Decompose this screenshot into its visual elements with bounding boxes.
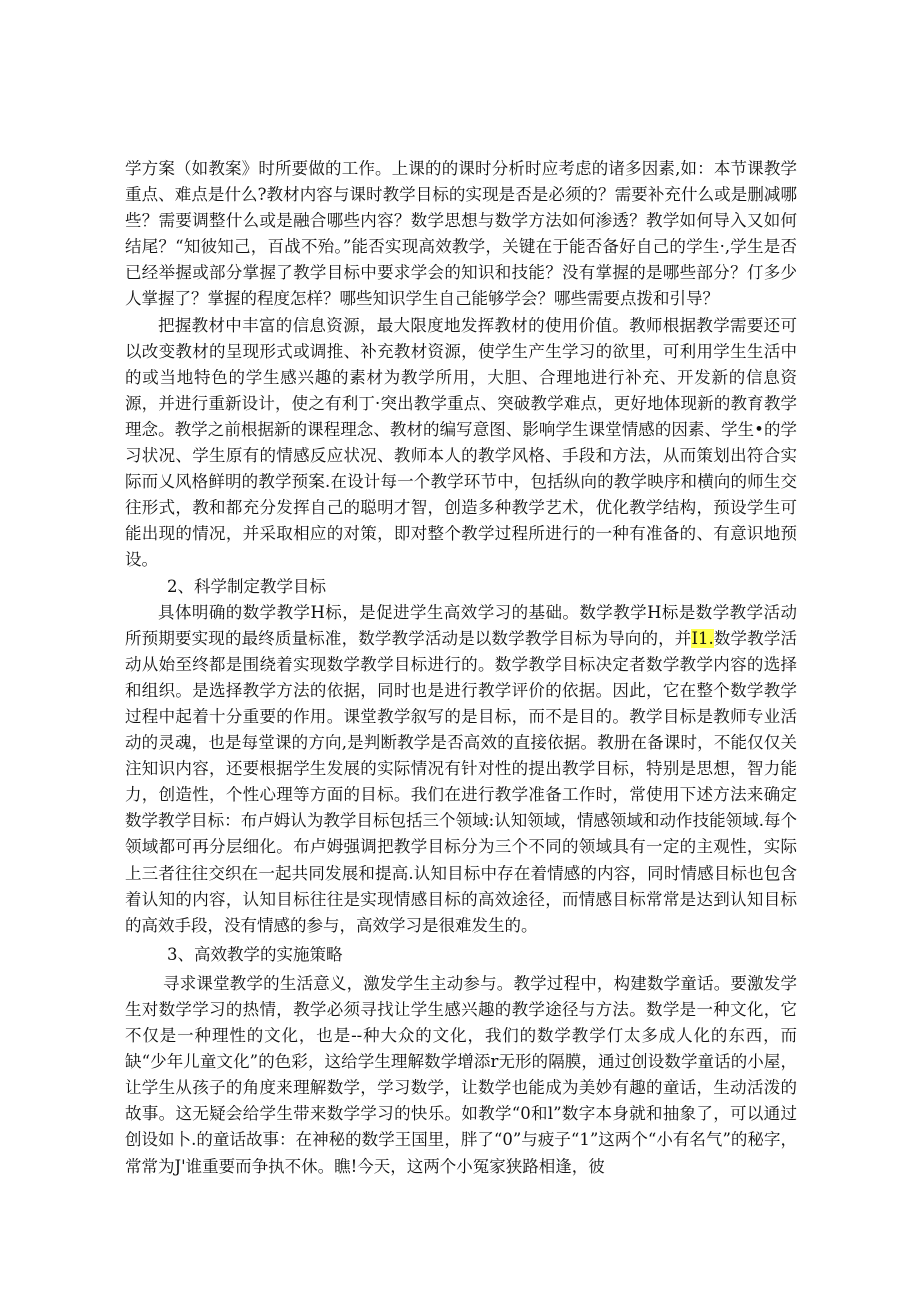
goals-text-part-2: 数学教学活动从始至终都是围绕着实现数学教学目标进行的。数学教学目标决定者数学教学内容的选择和组织。是选择教学方法的依据，同时也是进行教学评价的依据。因此，它在整个数学教学过程中起着十分重要的作用。课堂教学叙写的是目标，而不是目的。教学目标是教师专业活动的灵魂，也是每堂课的方向,是判断教学是否高效的直接依据。教册在备课时，不能仅仅关注知识内容，还要根据学生发展的实际情况有针对性的提出教学目标，特别是思想，智力能力，创造性，个性心理等方面的目标。我们在进行教学准备工作时，常使用下述方法来确定数学教学目标：布卢姆认为教学目标包括三个领域:认知领域，情感领域和动作技能领域.每个领域都可再分层细化。布卢姆强调把教学目标分为三个不同的领域具有一定的主观性，实际上三者往往交织在一起共同发展和提高.认知目标中存在着情感的内容，同时情感目标也包含着认知的内容，认知目标往往是实现情感目标的高效途径，而情感目标常常是达到认知目标的高效手段，没有情感的参与，高效学习是很难发生的。 <box>125 628 798 935</box>
paragraph-lesson-analysis: 学方案（如教案》时所要做的工作。上课的的课时分析时应考虑的诸多因素,如：本节课教学重点、难点是什么?教材内容与课时教学目标的实现是否是必须的？需要补充什么或是删减哪些？需要调整什么或是融合哪些内容？数学思想与数学方法如何渗透？教学如何导入又如何结尾？“知彼知己，百战不殆。”能否实现高效教学，关键在于能否备好自己的学生·,学生是否已经举握或部分掌握了教学目标中要求学会的知识和技能？没有掌握的是哪些部分？仃多少人掌握了？掌握的程度怎样？哪些知识学生自己能够学会？哪些需要点拨和引导？ <box>125 159 797 309</box>
section-heading-2: 2、科学制定教学目标 <box>167 576 326 596</box>
document-page <box>125 156 797 1180</box>
section-heading-3: 3、高效教学的实施策略 <box>167 944 343 964</box>
goals-text-part-1: 具体明确的数学教学H标，是促进学生高效学习的基础。数学教学H标是数学教学活动所预期要实现的最终质量标准，数学教学活动是以数学教学目标为导向的，并 <box>125 602 797 648</box>
paragraph-teaching-goals <box>125 600 797 939</box>
paragraph-strategies: 寻求课堂教学的生活意义，激发学生主动参与。教学过程中，构建数学童话。要激发学生对数学学习的热情，教学必须寻找让学生感兴趣的教学途径与方法。数学是一种文化，它不仅是一种理性的文化，也是--种大众的文化，我们的数学教学仃太多成人化的东西，而缺“少年儿童文化”的色彩，这给学生理解数学增添r无形的隔膜，通过创设数学童话的小屋，让学生从孩子的角度来理解数学，学习数学，让数学也能成为美妙有趣的童话，生动活泼的故事。这无疑会给学生带来数学学习的快乐。如教学“0和l”数字本身就和抽象了，可以通过创设如卜.的童话故事：在神秘的数学王国里，胖了“0”与疲子“1”这两个“小有名气”的秘字，常常为J'谁重要而争执不休。瞧!今天，这两个小冤家狭路相逢，彼 <box>125 973 797 1176</box>
paragraph-textbook-resources: 把握教材中丰富的信息资源，最大限度地发挥教材的使用价值。教师根据教学需要还可以改变教材的呈现形式或调推、补充教材资源，使学生产生学习的欲里，可利用学生生活中的或当地特色的学生感兴趣的素材为教学所用，大胆、合理地进行补充、开发新的信息资源，并进行重新设计，使之有利丁·突出教学重点、突破教学难点，更好地体现新的教育教学理念。教学之前根据新的课程理念、教材的编写意图、影响学生课堂情感的因素、学生•的学习状况、学生原有的情感反应状况、教师本人的教学风格、手段和方法，从而策划出符合实际而乂风格鲜明的教学预案.在设计每一个教学环节中，包括纵向的教学映序和横向的师生交往形式，教和都充分发挥自己的聪明才智，创造多种教学艺术，优化教学结构，预设学生可能出现的情况，并采取相应的对策，即对整个教学过程所进行的一种有准备的、有意识地预设。 <box>125 315 797 570</box>
highlighted-text: I1. <box>691 628 714 648</box>
